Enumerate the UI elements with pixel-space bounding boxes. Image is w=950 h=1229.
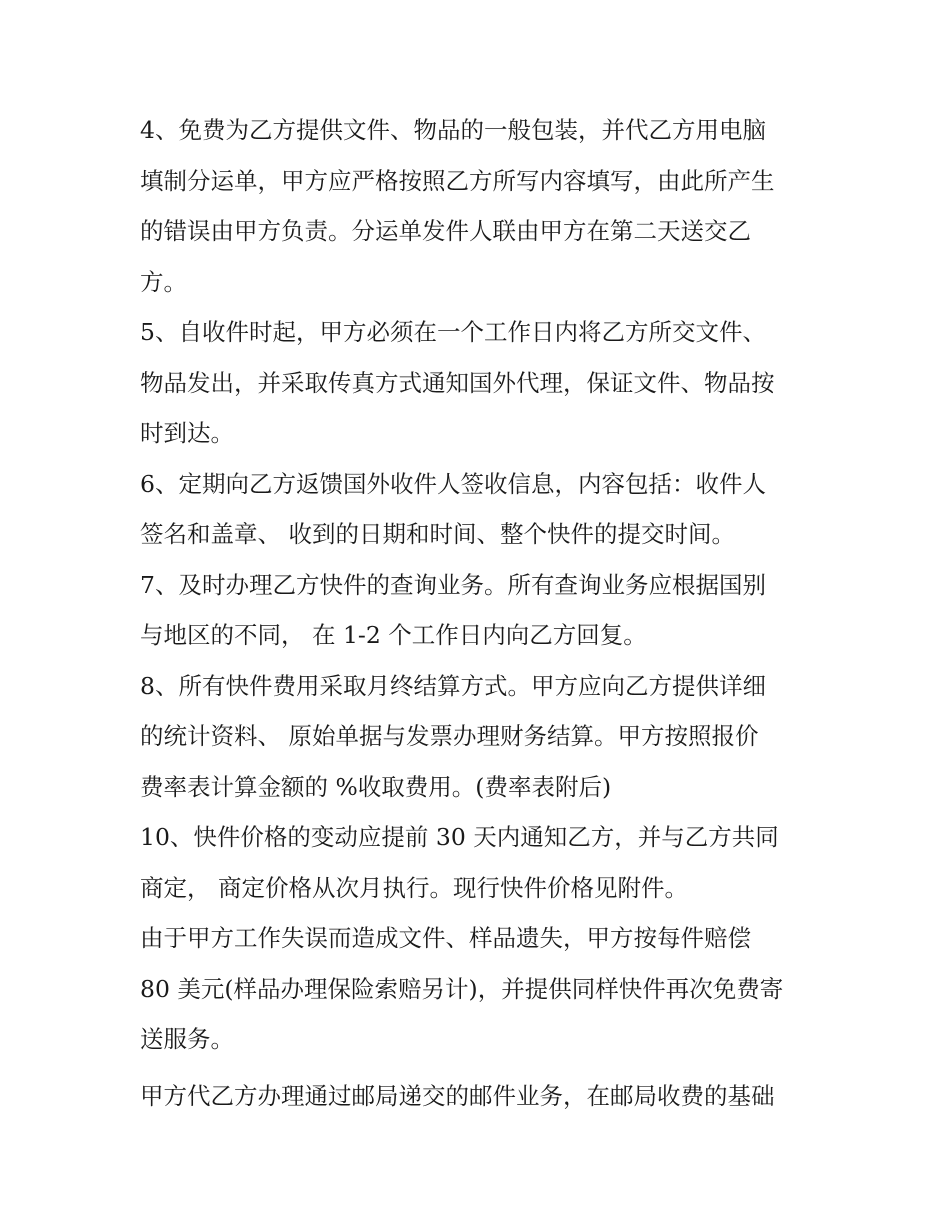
text-line: 时到达。 xyxy=(140,419,234,447)
text-line: 的统计资料、 原始单据与发票办理财务结算。甲方按照报价 xyxy=(140,722,759,750)
text-line: 物品发出，并采取传真方式通知国外代理，保证文件、物品按 xyxy=(140,368,775,397)
text-line: 送服务。 xyxy=(140,1025,234,1053)
text-line: 6、定期向乙方返馈国外收件人签收信息，内容包括：收件人 xyxy=(140,469,766,498)
document-body xyxy=(140,105,820,1121)
text-line: 填制分运单，甲方应严格按照乙方所写内容填写，由此所产生 xyxy=(140,166,775,195)
text-line: 费率表计算金额的 %收取费用。(费率表附后) xyxy=(140,772,612,801)
text-line: 签名和盖章、 收到的日期和时间、整个快件的提交时间。 xyxy=(140,520,735,548)
text-line: 甲方代乙方办理通过邮局递交的邮件业务，在邮局收费的基础 xyxy=(140,1081,775,1110)
text-line: 的错误由甲方负责。分运单发件人联由甲方在第二天送交乙 xyxy=(140,217,751,245)
text-line: 由于甲方工作失误而造成文件、样品遗失，甲方按每件赔偿 xyxy=(140,924,751,952)
text-line: 80 美元(样品办理保险索赔另计)，并提供同样快件再次免费寄 xyxy=(140,974,784,1003)
text-line: 10、快件价格的变动应提前 30 天内通知乙方，并与乙方共同 xyxy=(140,823,779,851)
text-line: 7、及时办理乙方快件的查询业务。所有查询业务应根据国别 xyxy=(140,570,766,599)
text-line: 4、免费为乙方提供文件、物品的一般包装，并代乙方用电脑 xyxy=(140,116,766,144)
text-line: 5、自收件时起，甲方必须在一个工作日内将乙方所交文件、 xyxy=(140,318,766,346)
text-line: 方。 xyxy=(140,267,187,296)
text-line: 8、所有快件费用采取月终结算方式。甲方应向乙方提供详细 xyxy=(140,671,766,700)
text-line: 与地区的不同， 在 1-2 个工作日内向乙方回复。 xyxy=(140,621,647,649)
text-line: 商定， 商定价格从次月执行。现行快件价格见附件。 xyxy=(140,873,688,902)
